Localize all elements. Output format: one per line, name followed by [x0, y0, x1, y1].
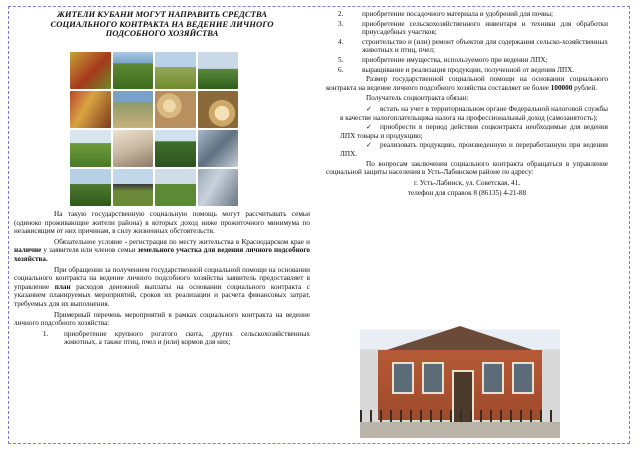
activity-item-6: 6. выращивание и реализация продукции, полученной от ведения ЛПХ. [338, 65, 575, 74]
conditions-bold-presence: наличие [14, 246, 42, 255]
activity-item-2: 2. приобретение посадочного материала и удобрений для почвы; [338, 10, 554, 18]
garden-photo [70, 130, 111, 167]
social-protection-office-photo [360, 314, 560, 438]
harvest-photo [113, 91, 154, 128]
plan-text-2: расходов денежной выплаты на основании социального контракта с указанием планируемых мероприятий, сроков их реализации и расчета финансовых затрат, требуемых для их выполнения. [14, 282, 311, 308]
tractor-field-photo [113, 52, 154, 89]
obligation-item-1: ✓ встать на учет в территориальном органе Федеральной налоговой службы в качестве налогоплательщика налога на профессиональный доход (самозанятость); [340, 104, 608, 122]
fish-photo [198, 130, 239, 167]
conditions-text-2: у заявителя или членов семьи [41, 246, 138, 255]
fish-catch-photo [198, 169, 239, 206]
vegetables-photo [70, 52, 111, 89]
eggs-closeup-photo [198, 91, 239, 128]
eggs-photo [155, 91, 196, 128]
brochure-title: ЖИТЕЛИ КУБАНИ МОГУТ НАПРАВИТЬ СРЕДСТВА СОЦИАЛЬНОГО КОНТРАКТА НА ВЕДЕНИЕ ЛИЧНОГО ПОДСОБНОГО ХОЗЯЙСТВА [50, 9, 274, 39]
paragraph-obligations: Получатель соцконтракта обязан: [366, 94, 469, 103]
conditions-bold-land: земельного участка для ведения личного подсобного хозяйства. [14, 246, 310, 263]
activities-list-continued [326, 10, 608, 74]
paragraph-activities-intro: Примерный перечень мероприятий в рамках социального контракта на ведение личного подсобного хозяйства: [14, 310, 310, 328]
roof-shape [370, 326, 550, 352]
paragraph-conditions [14, 238, 310, 264]
checkmark-icon: ✓ [366, 141, 372, 150]
left-column [14, 10, 310, 45]
produce-photo [70, 91, 111, 128]
trees-photo [155, 130, 196, 167]
obligation-item-2: ✓ приобрести в период действия соцконтракта необходимые для ведения ЛПХ товары и продукцию; [340, 123, 608, 140]
paragraph-plan [14, 266, 310, 309]
obligations-list [326, 105, 608, 159]
office-address: г. Усть-Лабинск, ул. Советская, 41, [414, 178, 520, 187]
right-column [326, 10, 608, 200]
activity-item-1: 1. приобретение крупного рогатого скота, других сельскохозяйственных животных, а также птиц, пчел и (или) кормов для них; [50, 330, 310, 347]
office-phone: телефон для справок 8 (86135) 4-21-88 [407, 189, 527, 198]
paragraph-contact: По вопросам заключения социального контракта обращаться в управление социальной защиты населения в Усть-Лабинском районе по адресу: [326, 159, 608, 177]
window-shape [392, 362, 414, 394]
pasture-photo [155, 169, 196, 206]
window-shape [512, 362, 534, 394]
aid-amount: 100000 [550, 83, 573, 92]
activity-item-4: 4. строительство и (или) ремонт объектов для содержания сельско-хозяйственных животных и птиц, пчел; [338, 37, 608, 55]
aid-size-text: Размер государственной социальной помощи на основании социального контракта на ведение личного подсобного хозяйства составляет не более [326, 75, 608, 92]
window-shape [422, 362, 444, 394]
plan-text: При обращении за получением государственной социальной помощи на основании социального контракта на ведение личного подсобного хозяйства заявитель предоставляет в управление [14, 265, 310, 291]
aid-size-text-2: рублей. [572, 83, 598, 92]
paragraph-aid-size [326, 75, 608, 92]
cattle-photo [113, 169, 154, 206]
paragraph-eligibility: На такую государственную социальную помощь могут рассчитывать семьи (одиноко проживающие жители района) в которых доход ниже прожиточного минимума по независящим от них причинам, в силу жизненных обстоятельств. [14, 210, 310, 236]
field-rows-photo [198, 52, 239, 89]
poultry-photo [113, 130, 154, 167]
activities-list-start [14, 330, 310, 347]
plan-bold: план [54, 282, 71, 291]
activity-item-3: 3. приобретение сельскохозяйственного инвентаря и техники для обработки приусадебных участков; [338, 19, 608, 37]
left-body-text [14, 210, 310, 348]
activity-item-5: 5. приобретение имущества, используемого при ведении ЛПХ; [338, 55, 548, 64]
window-shape [482, 362, 504, 394]
checkmark-icon: ✓ [366, 123, 372, 132]
ground-shape [360, 422, 560, 438]
agriculture-photo-collage [70, 52, 238, 206]
obligation-item-3: ✓ реализовать продукцию, произведенную и переработанную при ведении ЛПХ. [340, 141, 608, 158]
checkmark-icon: ✓ [366, 104, 372, 113]
farmland-photo [155, 52, 196, 89]
farm-yard-photo [70, 169, 111, 206]
conditions-text: Обязательное условие - регистрация по месту жительства в Краснодарском крае и [54, 237, 310, 246]
